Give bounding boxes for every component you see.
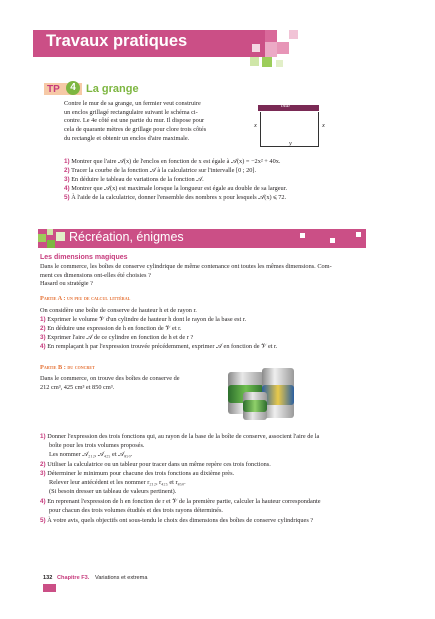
question: 1) Montrer que l'aire 𝒜(x) de l'enclos en fonction de x est égale à 𝒜(x) = −2x² + 40x. <box>64 158 281 165</box>
recreation-title: Récréation, énigmes <box>69 230 184 244</box>
tp-intro <box>64 100 245 144</box>
question-line: (Si besoin dresser un tableau de valeurs pertinent). <box>49 488 177 495</box>
wall-label: mur <box>281 103 291 109</box>
question: 2) En déduire une expression de h en fonction de 𝒱 et r. <box>40 325 182 332</box>
tp-label: TP <box>47 84 60 95</box>
question-line: pour chacun des trois volumes étudiés et des trois rayons déterminés. <box>49 507 223 514</box>
intro-line: Hasard ou stratégie ? <box>40 280 93 288</box>
question: 5) À votre avis, quels objectifs ont sous-tendu le choix des dimensions des boîtes de conserve cylindriques ? <box>40 517 314 524</box>
page-title: Travaux pratiques <box>46 32 188 50</box>
question: 4) En reprenant l'expression de h en fonction de r et 𝒱 de la première partie, calculer la hauteur correspondante <box>40 498 321 505</box>
question-line: boîte pour les trois volumes proposés. <box>49 442 145 449</box>
question: 4) Montrer que 𝒜(x) est maximale lorsque la longueur est égale au double de sa largeur. <box>64 185 288 192</box>
section-subtitle: Les dimensions magiques <box>40 254 128 261</box>
question: 4) En remplaçant h par l'expression trouvée précédemment, exprimer 𝒜 en fonction de 𝒱 et r. <box>40 343 278 350</box>
recreation-intro <box>40 263 402 289</box>
part-a-intro: On considère une boîte de conserve de hauteur h et de rayon r. <box>40 307 197 314</box>
tp-title: La grange <box>86 83 139 95</box>
intro-line: un enclos grillagé rectangulaire suivant le schéma ci- <box>64 108 198 116</box>
part-a-heading: Partie A : un peu de calcul littéral <box>40 295 131 302</box>
question-line: Les nommer 𝒜₂₁₂, 𝒜₄₂₅ et 𝒜₈₅₀. <box>49 451 133 458</box>
question: 1) Donner l'expression des trois fonctions qui, au rayon de la base de la boîte de conserve, associent l'aire de la <box>40 433 320 440</box>
tp-number: 4 <box>66 81 80 95</box>
intro-line: contre. Le 4e côté est une partie du mur. Il dispose pour <box>64 117 205 125</box>
question: 1) Exprimer le volume 𝒱 d'un cylindre de hauteur h dont le rayon de la base est r. <box>40 316 247 323</box>
chapter-title: Variations et extrema <box>95 575 148 581</box>
question-line: Relever leur antécédent et les nommer r₂₁₂, r₄₂₅ et r₈₅₀. <box>49 479 186 486</box>
question: 3) Exprimer l'aire 𝒜 de ce cylindre en fonction de h et de r ? <box>40 334 194 341</box>
intro-line: du rectangle et obtenir un enclos d'aire maximale. <box>64 134 190 142</box>
question: 2) Utiliser la calculatrice ou un tableur pour tracer dans un même repère ces trois fonctions. <box>40 461 271 468</box>
intro-line: Contre le mur de sa grange, un fermier veut construire <box>64 100 201 107</box>
question: 3) En déduire le tableau de variations de la fonction 𝒜. <box>64 176 204 183</box>
question: 3) Déterminer le minimum pour chacune des trois fonctions au dixième près. <box>40 470 235 477</box>
intro-line: Dans le commerce, les boîtes de conserve cylindrique de même contenance ont toutes les mêmes dimensions. Com- <box>40 263 332 270</box>
intro-line: 212 cm³, 425 cm³ et 850 cm³. <box>40 383 115 391</box>
page-number: 132 <box>43 575 53 581</box>
part-b-intro <box>40 375 240 392</box>
side-x-label: x <box>322 122 325 129</box>
part-b-heading: Partie B : du concret <box>40 364 95 371</box>
intro-line: ment ces dimensions ont-elles été choisies ? <box>40 271 151 279</box>
question: 2) Tracer la courbe de la fonction 𝒜 à la calculatrice sur l'intervalle [0 ; 20]. <box>64 167 257 174</box>
side-y-label: y <box>289 140 292 147</box>
footer-bar <box>43 584 56 592</box>
intro-line: Dans le commerce, on trouve des boîtes de conserve de <box>40 375 180 382</box>
question: 5) À l'aide de la calculatrice, donner l'ensemble des nombres x pour lesquels 𝒜(x) ⩽ 72. <box>64 194 287 201</box>
chapter-label: Chapitre F3. <box>57 575 90 581</box>
side-x-label: x <box>254 122 257 129</box>
intro-line: cela de quarante mètres de grillage pour clore trois côtés <box>64 126 207 134</box>
